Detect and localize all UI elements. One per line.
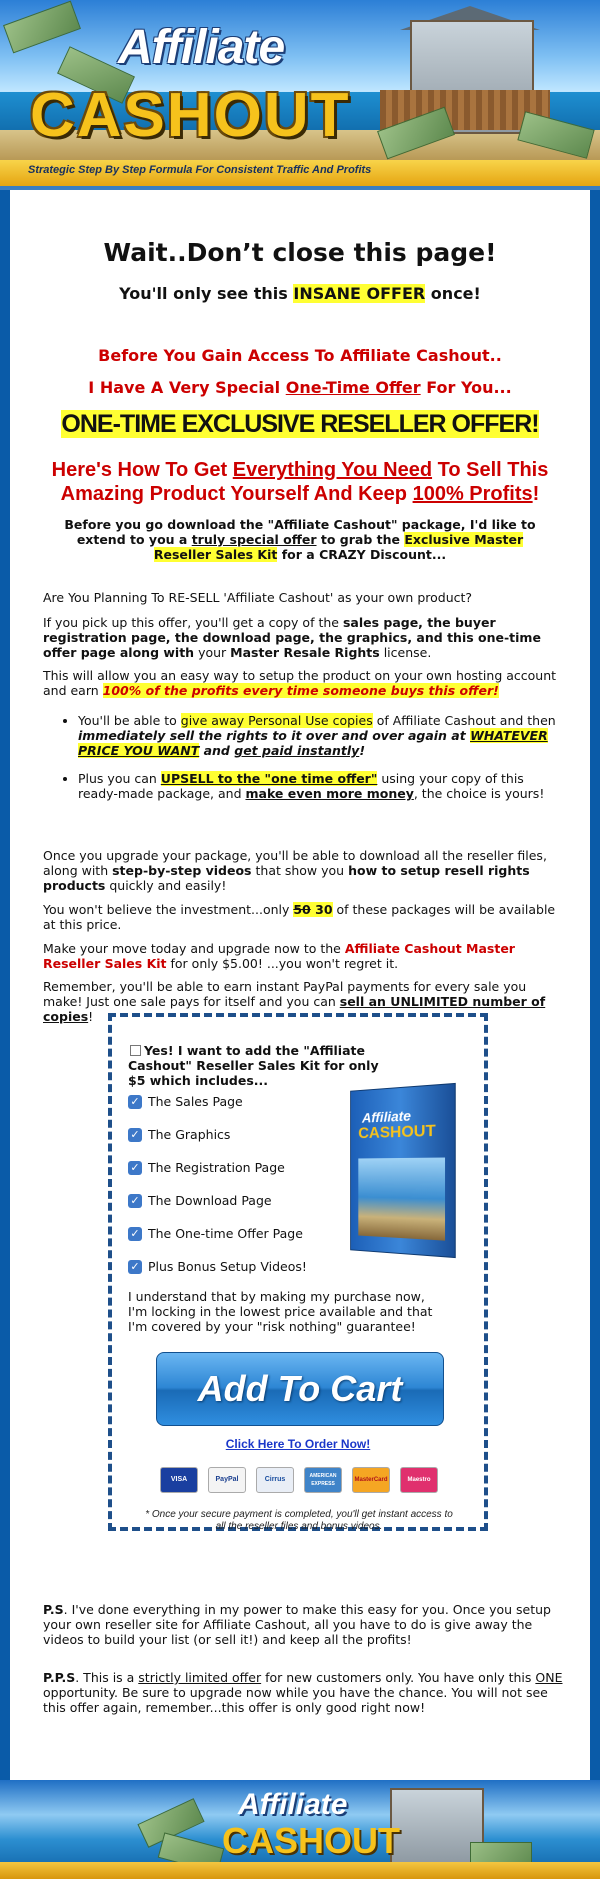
amex-card-icon: AMERICAN EXPRESS	[304, 1467, 342, 1493]
investment-paragraph	[43, 902, 563, 932]
checkmark-icon: ✓	[128, 1227, 142, 1241]
product-box-picture	[358, 1158, 445, 1241]
insane-offer-post: once!	[425, 284, 481, 303]
footer-banner	[0, 1780, 600, 1879]
header-tagline: Strategic Step By Step Formula For Consistent Traffic And Profits	[28, 164, 372, 176]
special-offer-post: For You...	[420, 378, 512, 397]
pps-paragraph	[43, 1670, 563, 1715]
pickup-text-1: If you pick up this offer, you'll get a copy of the	[43, 615, 343, 630]
before-access-headline: Before You Gain Access To Affiliate Cashout..	[98, 346, 502, 365]
checkmark-icon: ✓	[128, 1128, 142, 1142]
header-banner	[0, 0, 600, 190]
heres-post: !	[532, 483, 540, 505]
hosting-highlight: 100% of the profits every time someone buys this offer!	[102, 683, 499, 698]
maestro-card-icon: Maestro	[400, 1467, 438, 1493]
mastercard-card-icon: MasterCard	[352, 1467, 390, 1493]
investment-text-1: You won't believe the investment...only	[43, 902, 294, 917]
benefit-2-text-1: Plus you can	[78, 771, 161, 786]
content-panel	[10, 190, 590, 1780]
benefit-1-paid-instantly: get paid instantly	[234, 743, 360, 758]
included-item-label: The Graphics	[148, 1127, 231, 1142]
pickup-paragraph	[43, 615, 563, 660]
investment-text-2: of these packages will be available at this price.	[43, 902, 556, 932]
heres-how-headline	[50, 458, 550, 506]
pickup-bold-2: Master Resale Rights	[230, 645, 380, 660]
pps-label: P.P.S	[43, 1670, 76, 1685]
heres-underline-1: Everything You Need	[232, 459, 433, 481]
included-item	[128, 1159, 285, 1177]
benefit-2-text-3: , the choice is yours!	[413, 786, 545, 801]
ps-text: . I've done everything in my power to make this easy for you. Once you setup your own reseller site for Affiliate Cashout, all you have to do is give away the videos to build your list (or sell it!) and keep all the profits!	[43, 1602, 551, 1647]
product-box-title-2: CASHOUT	[358, 1122, 436, 1143]
footer-title-cashout: CASHOUT	[222, 1820, 400, 1861]
heres-mid: To Sell This Amazing Product Yourself And Keep	[60, 459, 549, 505]
included-item	[128, 1258, 307, 1276]
hosting-paragraph	[43, 668, 563, 698]
included-item-label: Plus Bonus Setup Videos!	[148, 1259, 307, 1274]
intro-text-2: to grab the	[316, 532, 405, 547]
header-title-affiliate: Affiliate	[118, 21, 285, 74]
benefit-1-exclaim: !	[359, 743, 366, 758]
investment-struck-count: 50	[293, 902, 311, 917]
special-offer-headline	[10, 378, 590, 397]
remember-text-2: !	[88, 1009, 94, 1024]
intro-underline: truly special offer	[191, 532, 317, 547]
benefit-1-and: and	[199, 743, 235, 758]
intro-paragraph	[50, 517, 550, 562]
checkmark-icon: ✓	[128, 1161, 142, 1175]
included-item	[128, 1093, 243, 1111]
resell-question: Are You Planning To RE-SELL 'Affiliate Cashout' as your own product?	[43, 590, 473, 605]
pps-text-2: for new customers only. You have only this	[261, 1670, 536, 1685]
intro-text-1: Before you go download the "Affiliate Cashout" package, I'd like to extend to you a	[64, 517, 536, 547]
checkmark-icon: ✓	[128, 1095, 142, 1109]
payment-cards	[160, 1467, 450, 1493]
benefit-1-price-highlight: WHATEVER PRICE YOU WANT	[78, 728, 548, 758]
included-item	[128, 1126, 230, 1144]
included-item-label: The Sales Page	[148, 1094, 243, 1109]
included-item-label: The Registration Page	[148, 1160, 285, 1175]
benefit-1-bold-italic: immediately sell the rights to it over and over again at	[78, 728, 471, 743]
pickup-text-3: license.	[379, 645, 432, 660]
pickup-text-2: your	[194, 645, 231, 660]
remember-unlimited: sell an UNLIMITED number of copies	[43, 994, 546, 1024]
oto-headline: ONE-TIME EXCLUSIVE RESELLER OFFER!	[61, 410, 539, 438]
special-offer-underline: One-Time Offer	[285, 378, 421, 397]
add-to-cart-button[interactable]: Add To Cart	[156, 1352, 444, 1426]
benefit-2-highlight: UPSELL to the "one time offer"	[160, 771, 378, 786]
intro-highlight: Exclusive Master Reseller Sales Kit	[153, 532, 524, 562]
included-item	[128, 1225, 303, 1243]
benefit-1-highlight: give away Personal Use copies	[180, 713, 373, 728]
ps-paragraph	[43, 1602, 563, 1647]
pickup-bold-1: sales page, the buyer registration page, the download page, the graphics, and this one-time offer page along with	[43, 615, 541, 660]
visa-card-icon: VISA	[160, 1467, 198, 1493]
pps-underline-1: strictly limited offer	[138, 1670, 262, 1685]
accept-offer-text: Yes! I want to add the "Affiliate Cashout" Reseller Sales Kit for only $5 which includes...	[128, 1043, 379, 1088]
heres-pre: Here's How To Get	[51, 459, 233, 481]
benefit-2-text-2: using your copy of this ready-made package, and	[78, 771, 524, 801]
header-title-cashout: CASHOUT	[30, 81, 351, 150]
footer-title-affiliate: Affiliate	[238, 1788, 348, 1821]
move-paragraph	[43, 941, 563, 971]
upgrade-paragraph	[43, 848, 563, 893]
benefit-item-upsell	[78, 771, 563, 801]
pps-text-3: opportunity. Be sure to upgrade now while you have the chance. You will not see this offer again, remember...this offer is only good right now!	[43, 1685, 548, 1715]
insane-offer-headline	[10, 284, 590, 303]
insane-offer-pre: You'll only see this	[119, 284, 294, 303]
special-offer-pre: I Have A Very Special	[88, 378, 286, 397]
footer-bar	[0, 1862, 600, 1879]
intro-text-3: for a CRAZY Discount...	[277, 547, 447, 562]
checkmark-icon: ✓	[128, 1194, 142, 1208]
secure-payment-note: * Once your secure payment is completed, you'll get instant access to all the reseller files and bonus videos.	[145, 1509, 453, 1532]
benefit-1-text-1: You'll be able to	[78, 713, 181, 728]
product-box-title-1: Affiliate	[361, 1107, 412, 1126]
pps-text-1: . This is a	[75, 1670, 139, 1685]
offer-box	[108, 1013, 488, 1531]
move-text-1: Make your move today and upgrade now to the	[43, 941, 345, 956]
benefit-2-more-money: make even more money	[245, 786, 414, 801]
paypal-card-icon: PayPal	[208, 1467, 246, 1493]
guarantee-text: I understand that by making my purchase now, I'm locking in the lowest price available and that I'm covered by your "risk nothing" guarantee!	[128, 1289, 433, 1334]
ps-label: P.S	[43, 1602, 64, 1617]
benefit-item-giveaway	[78, 713, 563, 758]
accept-offer-label	[128, 1043, 398, 1088]
wait-headline: Wait..Don’t close this page!	[103, 238, 497, 267]
checkmark-icon: ✓	[128, 1260, 142, 1274]
benefit-list	[58, 713, 563, 814]
upgrade-text-2: that show you	[251, 863, 349, 878]
benefit-1-text-2: of Affiliate Cashout and then	[372, 713, 556, 728]
insane-offer-highlight: INSANE OFFER	[293, 284, 426, 303]
upgrade-text-1: Once you upgrade your package, you'll be able to download all the reseller files, along with	[43, 848, 547, 878]
upgrade-bold-2: how to setup resell rights products	[43, 863, 530, 893]
oto-banner	[10, 410, 590, 439]
included-item	[128, 1192, 272, 1210]
hosting-text: This will allow you an easy way to setup the product on your own hosting account and earn	[43, 668, 557, 698]
move-text-2: for only $5.00! ...you won't regret it.	[166, 956, 399, 971]
order-now-link[interactable]: Click Here To Order Now!	[225, 1437, 371, 1451]
pps-underline-2: ONE	[535, 1670, 563, 1685]
investment-count: 30	[315, 902, 333, 917]
cirrus-card-icon: Cirrus	[256, 1467, 294, 1493]
upgrade-text-3: quickly and easily!	[105, 878, 227, 893]
included-item-label: The One-time Offer Page	[148, 1226, 303, 1241]
move-product-name: Affiliate Cashout Master Reseller Sales Kit	[43, 941, 515, 971]
upgrade-bold-1: step-by-step videos	[112, 863, 252, 878]
heres-underline-2: 100% Profits	[412, 483, 533, 505]
included-item-label: The Download Page	[148, 1193, 272, 1208]
remember-text-1: Remember, you'll be able to earn instant PayPal payments for every sale you make! Just one sale pays for itself and you can	[43, 979, 527, 1009]
product-box-image	[350, 1083, 456, 1258]
